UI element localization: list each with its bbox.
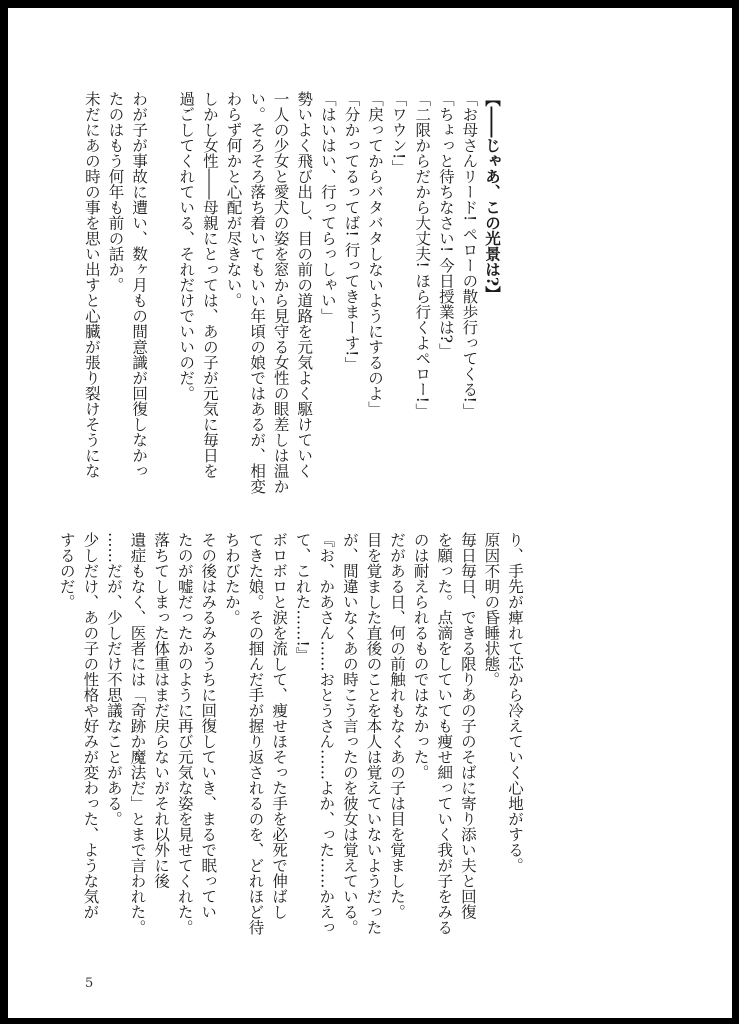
text-line: たのが嘘だったかのように再び元気な姿を見せてくれた。 xyxy=(175,532,194,935)
text-line: 一人の少女と愛犬の姿を窓から見守る女性の眼差しは温か xyxy=(271,91,290,494)
text-line: するのだ。 xyxy=(57,532,76,610)
text-line: 落ちてしまった体重はまだ戻らないがそれ以外に後 xyxy=(152,532,171,889)
blank-line xyxy=(150,91,174,511)
text-line: が、間違いなくあの時こう言ったのを彼女は覚えている。 xyxy=(340,532,359,935)
text-line: わらず何かと心配が尽きない。 xyxy=(224,91,243,308)
text-line: 「分かってるってば! 行ってきまーす!」 xyxy=(342,91,361,372)
text-line: 未だにあの時の事を思い出すと心臓が張り裂けそうにな xyxy=(82,91,101,479)
text-line: 「戻ってからバタバタしないようにするのよ」 xyxy=(366,91,385,417)
upper-text-block xyxy=(79,91,504,511)
text-line: 「ワウン!」 xyxy=(389,91,408,175)
text-line: ボロボロと涙を流して、痩せほそった手を必死で伸ばし xyxy=(270,532,289,920)
text-line: 遺症もなく、医者には「奇跡か魔法だ」とまで言われた。 xyxy=(128,532,147,935)
text-line: 勢いよく飛び出し、目の前の道路を元気よく駆けていく xyxy=(295,91,314,479)
section-heading: 【――じゃあ、この光景は?】 xyxy=(483,91,502,302)
text-line: 目を覚ました直後のことを本人は覚えていないようだった xyxy=(364,532,383,935)
text-line: だがある日、何の前触れもなくあの子は目を覚ました。 xyxy=(388,532,407,920)
text-line: て、これた……!』 xyxy=(293,532,312,663)
book-page xyxy=(8,8,732,1018)
text-line: 原因不明の昏睡状態。 xyxy=(482,532,501,687)
text-line: 過ごしてくれている、それだけでいいのだ。 xyxy=(177,91,196,401)
page-number: 5 xyxy=(85,976,94,991)
text-line: 少しだけ、あの子の性格や好みが変わった、ような気が xyxy=(81,532,100,920)
text-line: 『お、かあさん……おとうさん……よか、った……かえっ xyxy=(317,532,336,935)
text-line: 毎日毎日、できる限りあの子のそばに寄り添い夫と回復 xyxy=(458,532,477,920)
text-line: わが子が事故に遭い、数ヶ月もの間意識が回復しなかっ xyxy=(130,91,149,479)
text-line: たのはもう何年も前の話か。 xyxy=(106,91,125,293)
text-line: その後はみるみるうちに回復していき、まるで眠ってい xyxy=(199,532,218,920)
text-line: 「お母さんリード! ペローの散歩行ってくる!」 xyxy=(460,91,479,419)
lower-text-block xyxy=(54,532,526,962)
text-line: のは耐えられるものではなかった。 xyxy=(411,532,430,780)
text-line: 「二限からだから大丈夫! ほら行くよペロー!」 xyxy=(413,91,432,419)
text-line: を願った。点滴をしていても痩せ細っていく我が子をみる xyxy=(435,532,454,935)
text-line: しかし女性――母親にとっては、あの子が元気に毎日を xyxy=(200,91,219,479)
text-line: ちわびたか。 xyxy=(222,532,241,625)
text-line: てきた娘。その掴んだ手が握り返されるのを、どれほど待 xyxy=(246,532,265,935)
text-line: ……だが、少しだけ不思議なことがある。 xyxy=(104,532,123,827)
text-line: り、手先が痺れて芯から冷えていく心地がする。 xyxy=(506,532,524,873)
text-line: 「ちょっと待ちなさい! 今日授業は?」 xyxy=(436,91,455,359)
text-line: い。そろそろ落ち着いてもいい年頃の娘ではあるが、相変 xyxy=(248,91,267,494)
text-line: 「はいはい、行ってらっしゃい」 xyxy=(318,91,337,324)
